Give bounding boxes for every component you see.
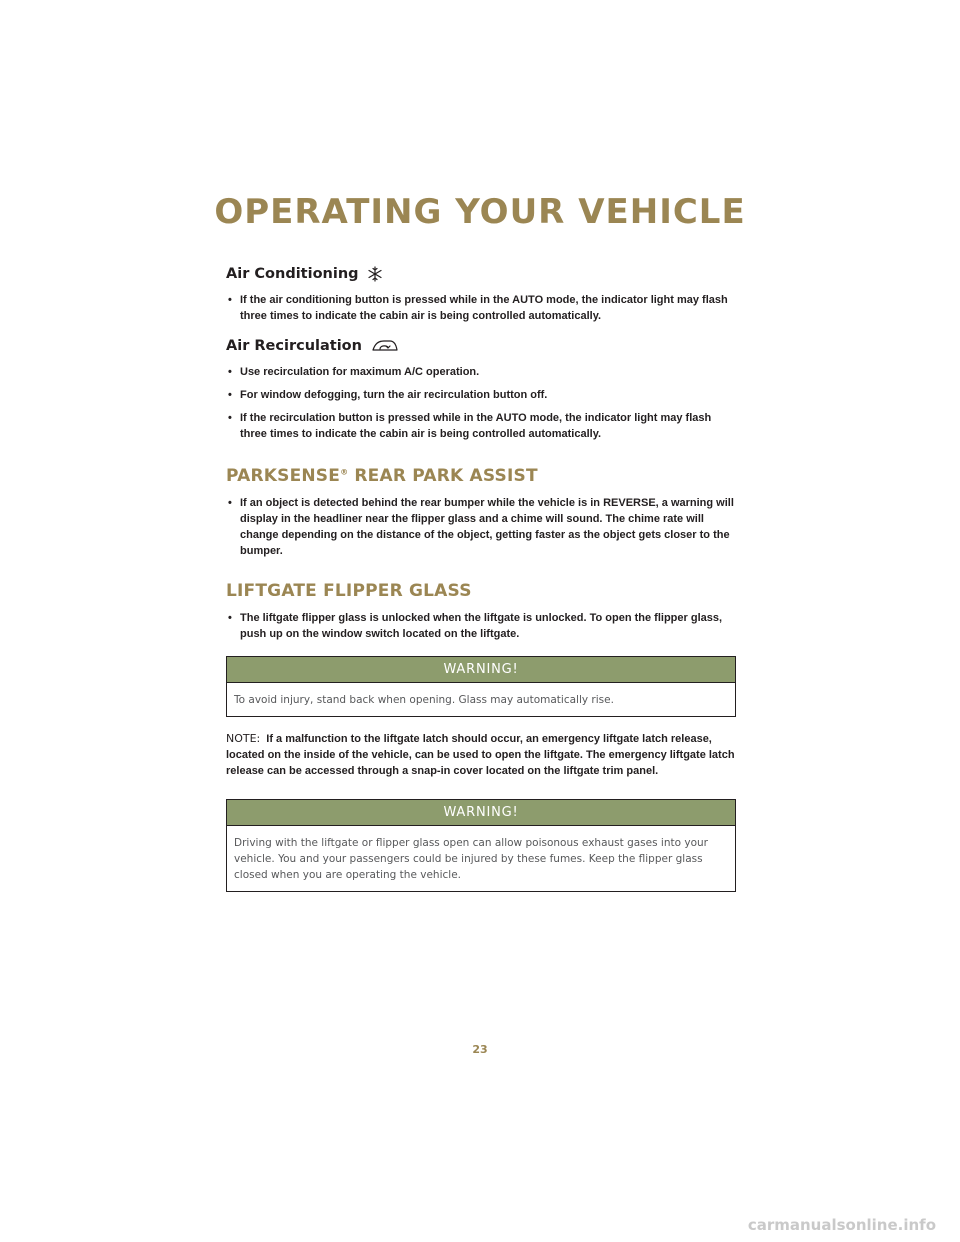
registered-mark: ®	[340, 467, 349, 477]
parksense-heading	[226, 466, 736, 486]
page-number: 23	[472, 1043, 488, 1056]
air-conditioning-heading-text: Air Conditioning	[226, 266, 359, 282]
warning-text: To avoid injury, stand back when opening. Glass may automatically rise.	[234, 694, 614, 706]
parksense-heading-rest: REAR PARK ASSIST	[348, 466, 538, 486]
warning-box	[226, 799, 736, 892]
parksense-list	[226, 495, 736, 559]
air-recirculation-heading-text: Air Recirculation	[226, 338, 362, 354]
air-recirculation-list	[226, 364, 736, 442]
warning-box	[226, 656, 736, 717]
note-label: NOTE:	[226, 732, 261, 745]
air-conditioning-heading	[226, 266, 736, 282]
list-item: • Use recirculation for maximum A/C operation.	[226, 364, 736, 380]
liftgate-heading: LIFTGATE FLIPPER GLASS	[226, 581, 472, 601]
warning-title: WARNING!	[227, 800, 735, 826]
list-item: • If the air conditioning button is pressed while in the AUTO mode, the indicator light may flash three times to indicate the cabin air is being controlled automatically.	[226, 292, 736, 324]
note-text: If a malfunction to the liftgate latch should occur, an emergency liftgate latch release, located on the inside of the vehicle, can be used to open the liftgate. The emergency liftgate latch release can be accessed through a snap-in cover located on the liftgate trim panel.	[226, 733, 735, 777]
page-content	[226, 266, 736, 892]
parksense-heading-main: PARKSENSE	[226, 466, 341, 486]
list-item: • For window defogging, turn the air recirculation button off.	[226, 387, 736, 403]
liftgate-list	[226, 610, 736, 642]
note	[226, 731, 736, 779]
page-title: OPERATING YOUR VEHICLE	[214, 192, 746, 232]
air-recirculation-heading	[226, 338, 736, 354]
list-item: • If the recirculation button is pressed while in the AUTO mode, the indicator light may flash three times to indicate the cabin air is being controlled automatically.	[226, 410, 736, 442]
snowflake-icon	[367, 266, 383, 282]
watermark[interactable]: carmanualsonline.info	[747, 1216, 936, 1234]
list-item: • The liftgate flipper glass is unlocked when the liftgate is unlocked. To open the flipper glass, push up on the window switch located on the liftgate.	[226, 610, 736, 642]
recirculation-icon	[370, 338, 400, 354]
warning-text: Driving with the liftgate or flipper glass open can allow poisonous exhaust gases into your vehicle. You and your passengers could be injured by these fumes. Keep the flipper glass closed when you are operating the vehicle.	[234, 837, 708, 881]
list-item: • If an object is detected behind the rear bumper while the vehicle is in REVERSE, a warning will display in the headliner near the flipper glass and a chime will sound. The chime rate will change depending on the distance of the object, getting faster as the object gets closer to the bumper.	[226, 495, 736, 559]
air-conditioning-list	[226, 292, 736, 324]
warning-title: WARNING!	[227, 657, 735, 683]
